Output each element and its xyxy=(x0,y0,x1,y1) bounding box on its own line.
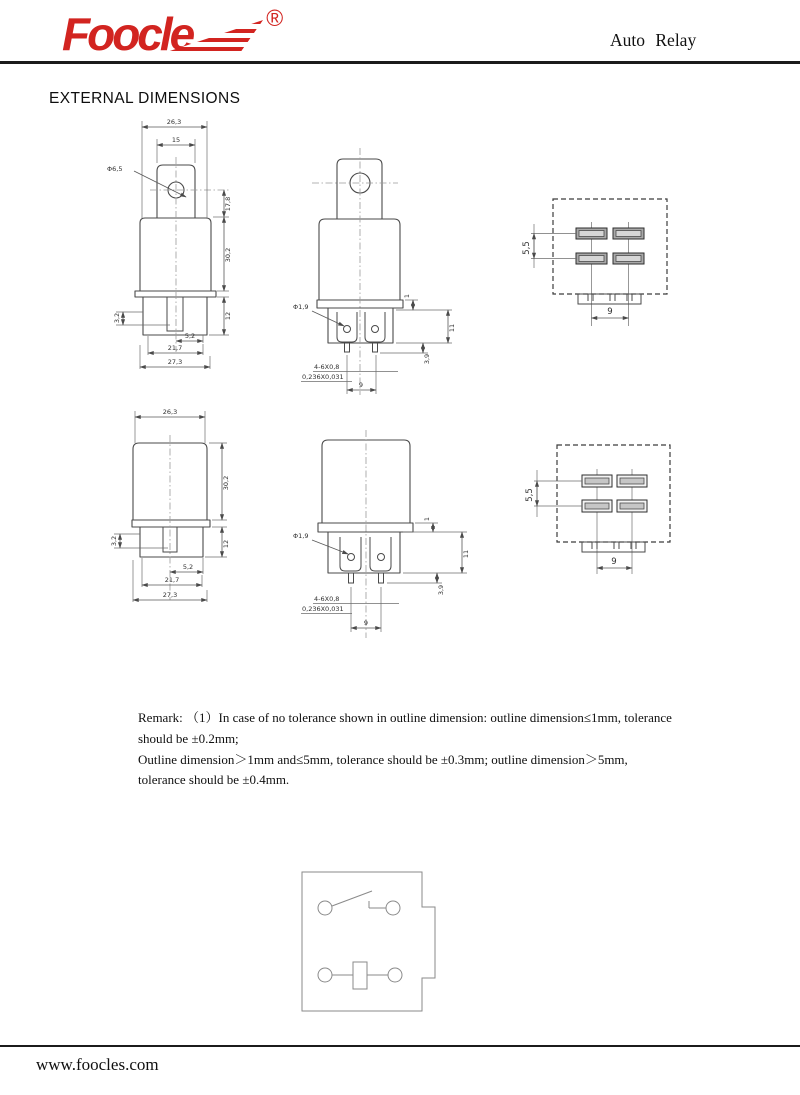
dim-label: 1 xyxy=(403,293,411,299)
terminal-layout-plain-drawing xyxy=(520,435,695,580)
dim-label: 5,5 xyxy=(525,488,535,502)
dim-label: 3,2 xyxy=(110,535,118,547)
front-view-plain-drawing xyxy=(100,405,245,610)
side-view-plain-drawing xyxy=(290,420,485,645)
front-view-bracket-drawing xyxy=(100,115,245,380)
dim-label: Φ1,9 xyxy=(293,532,309,540)
dim-label: 4-6X0,8 xyxy=(314,363,340,371)
side-view-bracket-drawing xyxy=(290,130,480,400)
contact-circuit xyxy=(318,891,400,915)
relay-outline xyxy=(317,159,403,352)
coil-circuit xyxy=(318,962,402,989)
registered-trademark-icon: ® xyxy=(266,5,284,31)
dim-label: Φ1,9 xyxy=(293,303,309,311)
mounting-tab xyxy=(582,542,645,552)
dim-label: 5,2 xyxy=(182,563,194,571)
dim-label: 30,2 xyxy=(224,247,232,263)
dim-label: 30,2 xyxy=(222,475,230,491)
section-title: EXTERNAL DIMENSIONS xyxy=(49,90,241,107)
remark-line-2: Outline dimension＞1mm and≤5mm, tolerance should be ±0.3mm; outline dimension＞5mm, xyxy=(138,751,628,767)
relay-outline xyxy=(135,165,216,335)
dim-label: 4-6X0,8 xyxy=(314,595,340,603)
centerlines xyxy=(150,157,230,352)
remark-line-1: Remark: （1）In case of no tolerance shown in outline dimension: outline dimension≤1mm, tolerance should be ±0.2mm; xyxy=(138,710,672,746)
dim-label: 9 xyxy=(358,381,364,389)
product-title: Auto Relay xyxy=(610,30,697,50)
tolerance-remark xyxy=(138,708,686,791)
dim-label: 27,3 xyxy=(162,591,178,599)
dim-label: 5,5 xyxy=(522,241,532,255)
dim-label: 26,3 xyxy=(166,118,182,126)
dim-label: 21,7 xyxy=(164,576,180,584)
dimension-annotations xyxy=(293,517,470,632)
dim-label: 3,2 xyxy=(113,312,121,324)
centerlines xyxy=(312,148,398,395)
coil-symbol xyxy=(353,962,367,989)
dim-label: 9 xyxy=(363,619,369,627)
dim-label: 1 xyxy=(423,516,431,522)
dim-label: 17,8 xyxy=(224,196,232,212)
dim-label: 0,236X0,031 xyxy=(302,605,344,613)
dim-label: 3,9 xyxy=(423,353,431,365)
foocle-logo xyxy=(62,5,284,62)
socket-outline xyxy=(302,872,435,1011)
header-divider xyxy=(0,61,800,64)
remark-line-3: tolerance should be ±0.4mm. xyxy=(138,772,290,788)
mounting-tab xyxy=(578,294,641,304)
dim-label: 15 xyxy=(171,136,181,144)
dim-label: Φ6,5 xyxy=(107,165,123,173)
dim-label: 27,3 xyxy=(167,358,183,366)
relay-outline xyxy=(318,440,413,583)
dim-label: 9 xyxy=(611,557,617,567)
relay-footprint xyxy=(553,199,667,294)
dim-label: 9 xyxy=(607,307,613,317)
dim-label: 12 xyxy=(222,539,230,549)
dimension-annotations xyxy=(293,294,456,394)
brand-name: Foocle xyxy=(62,8,193,60)
dim-label: 3,9 xyxy=(437,584,445,596)
dim-label: 21,7 xyxy=(167,344,183,352)
dim-label: 26,3 xyxy=(162,408,178,416)
wiring-diagram xyxy=(295,865,445,1020)
dim-label: 0,236X0,031 xyxy=(302,373,344,381)
relay-outline xyxy=(132,443,210,557)
dim-label: 11 xyxy=(462,549,470,559)
dim-label: 11 xyxy=(448,323,456,333)
website-url: www.foocles.com xyxy=(36,1055,159,1074)
terminal-layout-bracket-drawing xyxy=(520,185,695,330)
dimension-annotations xyxy=(525,470,632,568)
dim-label: 12 xyxy=(224,311,232,321)
dim-label: 5,2 xyxy=(184,332,196,340)
footer-divider xyxy=(0,1045,800,1047)
relay-footprint xyxy=(557,445,670,542)
